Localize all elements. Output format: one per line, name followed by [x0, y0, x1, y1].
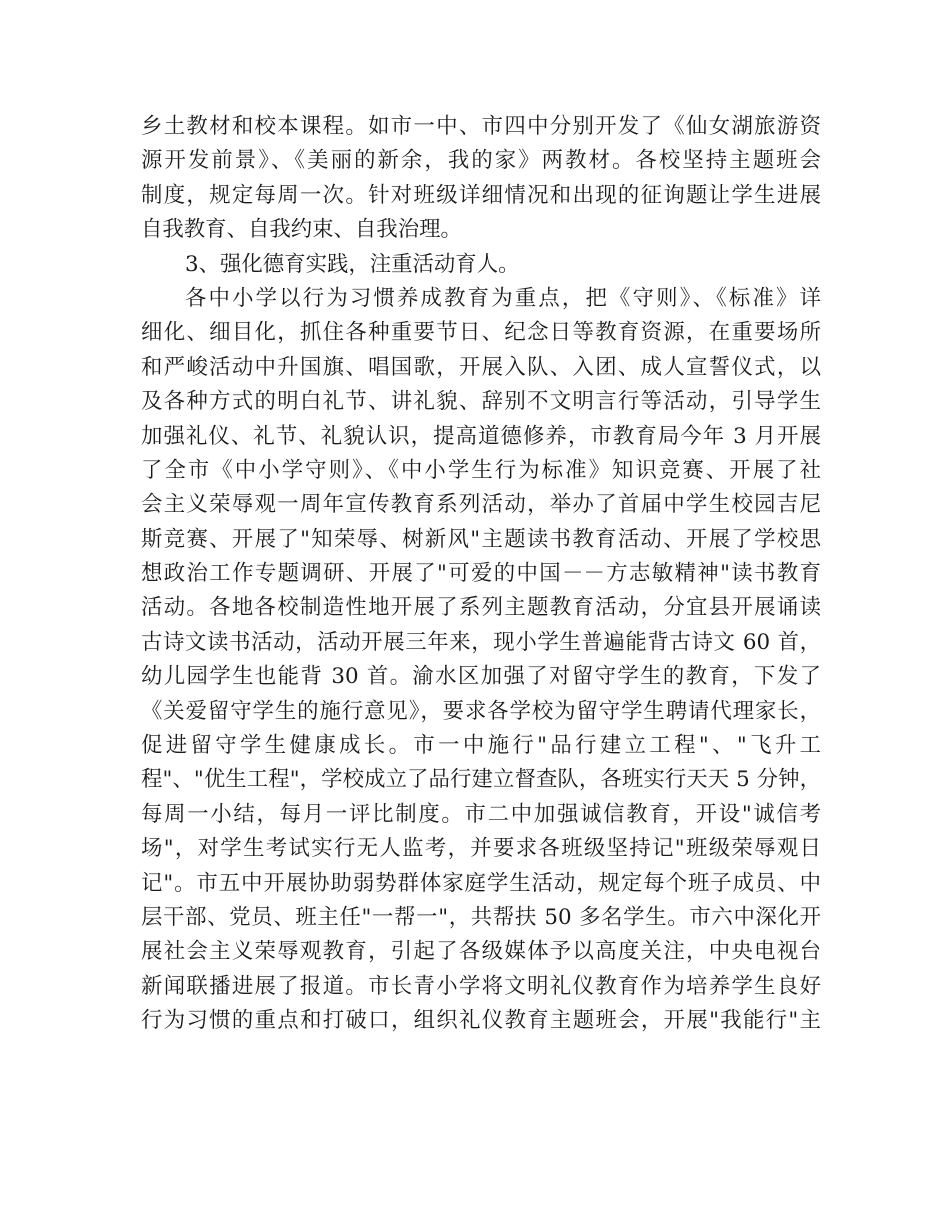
text-line: 想政治工作专题调研、开展了"可爱的中国－－方志敏精神"读书教育	[141, 561, 821, 587]
paragraph-start-line: 各中小学以行为习惯养成教育为重点，把《守则》、《标准》详	[185, 285, 821, 311]
text-line: 层干部、党员、班主任"一帮一"，共帮扶 50 多名学生。市六中深化开	[141, 904, 821, 930]
text-line: 及各种方式的明白礼节、讲礼貌、辞别不文明言行等活动，引导学生	[141, 389, 821, 415]
text-line: 加强礼仪、礼节、礼貌认识，提高道德修养，市教育局今年 3 月开展	[141, 423, 821, 449]
text-line: 新闻联播进展了报道。市长青小学将文明礼仪教育作为培养学生良好	[141, 973, 821, 999]
text-line: 自我教育、自我约束、自我治理。	[141, 217, 462, 243]
text-line: 展社会主义荣辱观教育，引起了各级媒体予以高度关注，中央电视台	[141, 939, 821, 965]
text-line: 记"。市五中开展协助弱势群体家庭学生活动，规定每个班子成员、中	[141, 870, 821, 896]
text-line: 幼儿园学生也能背 30 首。渝水区加强了对留守学生的教育，下发了	[141, 664, 821, 690]
section-heading: 3、强化德育实践，注重活动育人。	[185, 251, 520, 277]
text-line: 活动。各地各校制造性地开展了系列主题教育活动，分宜县开展诵读	[141, 595, 821, 621]
text-line: 场"，对学生考试实行无人监考，并要求各班级坚持记"班级荣辱观日	[141, 836, 821, 862]
text-line: 每周一小结，每月一评比制度。市二中加强诚信教育，开设"诚信考	[141, 801, 821, 827]
text-line: 会主义荣辱观一周年宣传教育系列活动，举办了首届中学生校园吉尼	[141, 492, 821, 518]
text-line: 细化、细目化，抓住各种重要节日、纪念日等教育资源，在重要场所	[141, 320, 821, 346]
text-line: 和严峻活动中升国旗、唱国歌，开展入队、入团、成人宣誓仪式，以	[141, 354, 821, 380]
body-text	[141, 110, 821, 1039]
text-line: 程"、"优生工程"，学校成立了品行建立督查队，各班实行天天 5 分钟，	[141, 767, 821, 793]
text-line: 制度，规定每周一次。针对班级详细情况和出现的征询题让学生进展	[141, 182, 821, 208]
text-line: 古诗文读书活动，活动开展三年来，现小学生普遍能背古诗文 60 首，	[141, 629, 821, 655]
text-line: 促进留守学生健康成长。市一中施行"品行建立工程"、"飞升工	[141, 733, 821, 759]
text-line: 斯竞赛、开展了"知荣辱、树新风"主题读书教育活动、开展了学校思	[141, 526, 821, 552]
text-line: 行为习惯的重点和打破口，组织礼仪教育主题班会，开展"我能行"主	[141, 1008, 821, 1034]
text-line: 乡土教材和校本课程。如市一中、市四中分别开发了《仙女湖旅游资	[141, 114, 821, 139]
text-line: 源开发前景》、《美丽的新余，我的家》两教材。各校坚持主题班会	[141, 148, 821, 174]
text-line: 《关爱留守学生的施行意见》，要求各学校为留守学生聘请代理家长，	[141, 698, 821, 724]
text-line: 了全市《中小学守则》、《中小学生行为标准》知识竞赛、开展了社	[141, 457, 821, 483]
